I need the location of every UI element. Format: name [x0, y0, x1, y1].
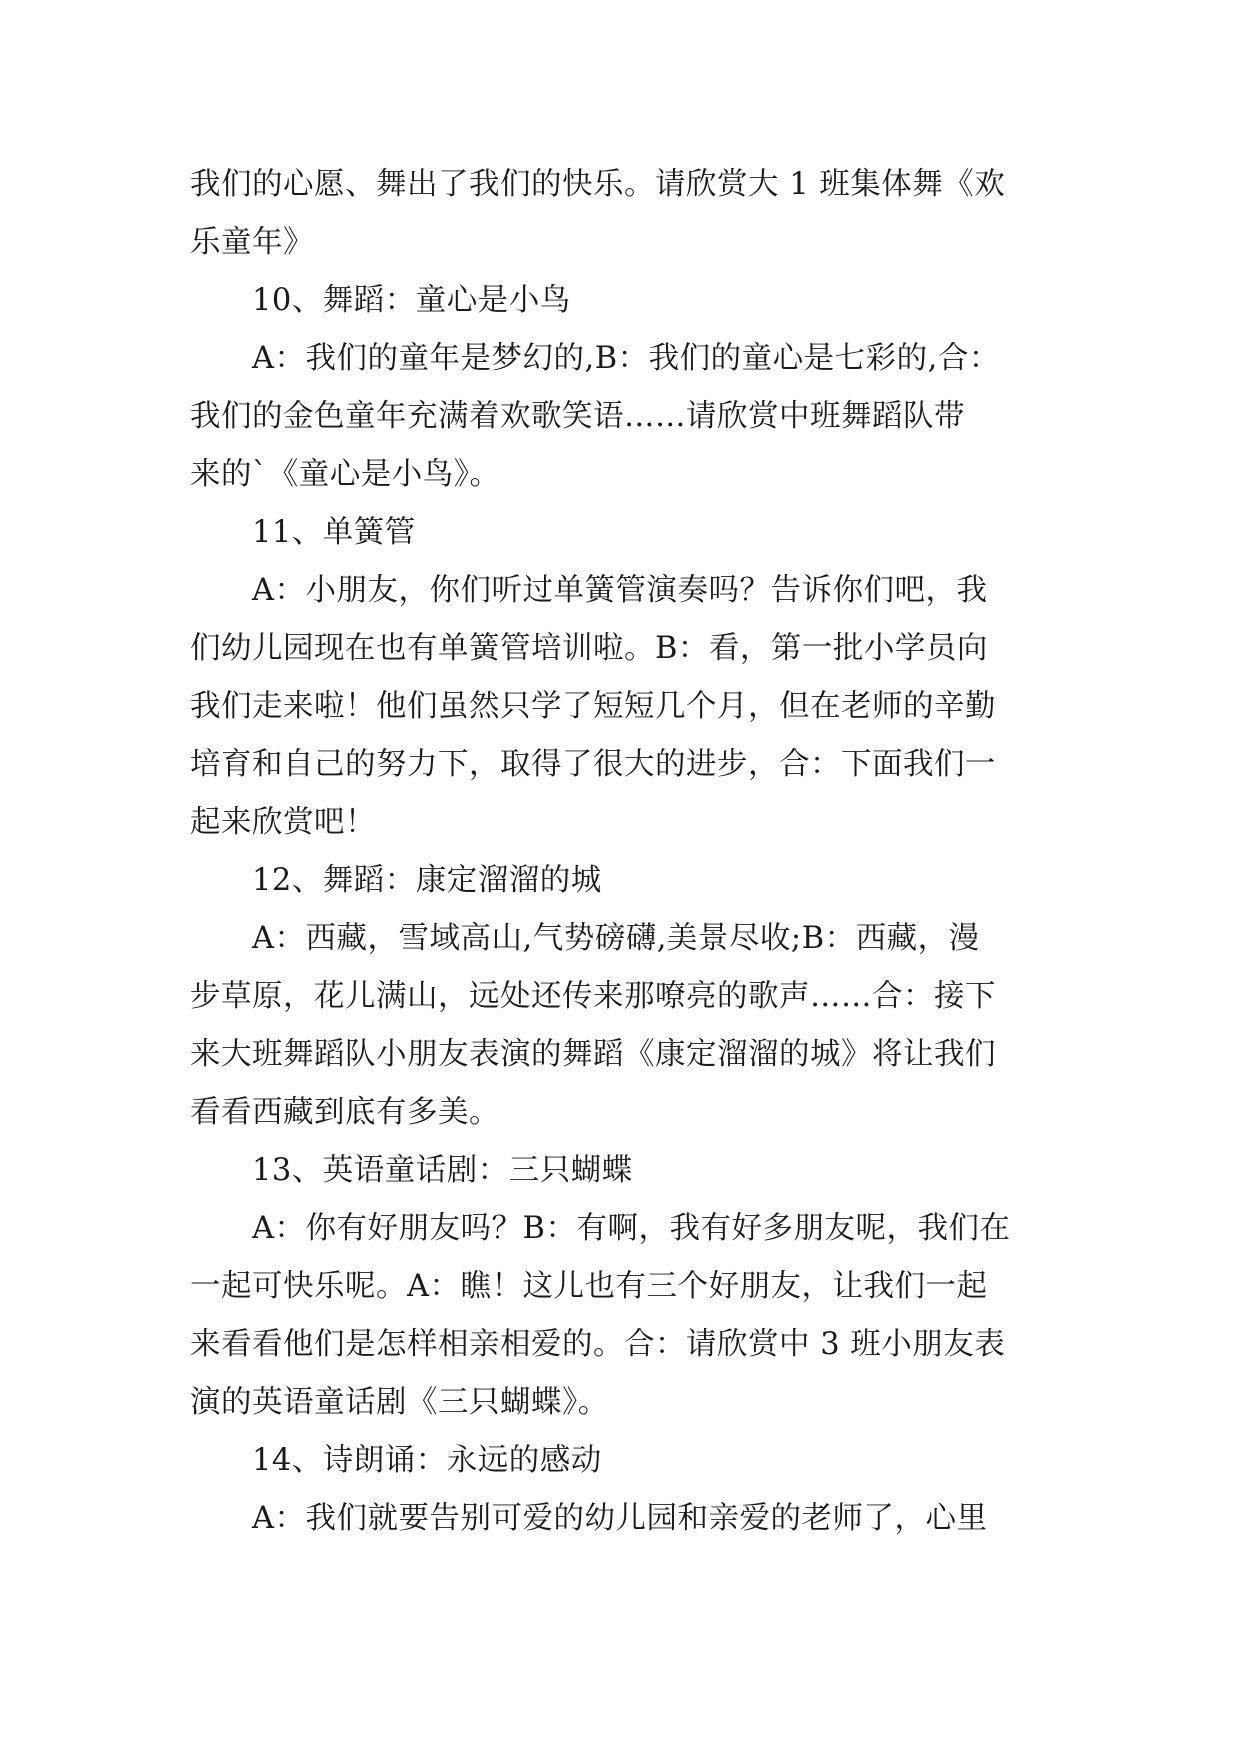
- body-text-line: 培育和自己的努力下，取得了很大的进步，合：下面我们一: [190, 747, 996, 782]
- body-text-line: 我们的心愿、舞出了我们的快乐。请欣赏大 1 班集体舞《欢: [190, 167, 1006, 202]
- body-text-line: 起来欣赏吧！: [190, 805, 376, 840]
- body-text-line: 来的`《童心是小鸟》。: [190, 457, 501, 492]
- section-heading-english-drama: 13、英语童话剧：三只蝴蝶: [252, 1153, 633, 1188]
- section-heading-dance-bird: 10、舞蹈：童心是小鸟: [252, 283, 571, 318]
- body-text-line: 来看看他们是怎样相亲相爱的。合：请欣赏中 3 班小朋友表: [190, 1327, 1006, 1362]
- body-text-line: A：我们的童年是梦幻的,B：我们的童心是七彩的,合：: [252, 341, 1000, 376]
- section-heading-poetry-recital: 14、诗朗诵：永远的感动: [252, 1443, 602, 1478]
- body-text-line: 演的英语童话剧《三只蝴蝶》。: [190, 1385, 609, 1420]
- body-text-line: 乐童年》: [190, 225, 314, 260]
- body-text-line: 我们的金色童年充满着欢歌笑语……请欣赏中班舞蹈队带: [190, 399, 965, 434]
- body-text-line: 一起可快乐呢。A：瞧！这儿也有三个好朋友，让我们一起: [190, 1269, 988, 1304]
- body-text-line: A：小朋友，你们听过单簧管演奏吗？告诉你们吧，我: [252, 573, 988, 608]
- body-text-line: A：西藏，雪域高山,气势磅礴,美景尽收;B：西藏，漫: [252, 921, 980, 956]
- body-text-line: 步草原，花儿满山，远处还传来那嘹亮的歌声……合：接下: [190, 979, 996, 1014]
- body-text-line: 们幼儿园现在也有单簧管培训啦。B：看，第一批小学员向: [190, 631, 988, 666]
- body-text-line: 看看西藏到底有多美。: [190, 1095, 500, 1130]
- section-heading-clarinet: 11、单簧管: [252, 515, 416, 550]
- body-text-line: A：我们就要告别可爱的幼儿园和亲爱的老师了，心里: [252, 1501, 988, 1536]
- section-heading-kangding-dance: 12、舞蹈：康定溜溜的城: [252, 863, 602, 898]
- body-text-line: 我们走来啦！他们虽然只学了短短几个月，但在老师的辛勤: [190, 689, 996, 724]
- body-text-line: 来大班舞蹈队小朋友表演的舞蹈《康定溜溜的城》将让我们: [190, 1037, 996, 1072]
- body-text-line: A：你有好朋友吗？B：有啊，我有好多朋友呢，我们在: [252, 1211, 1011, 1246]
